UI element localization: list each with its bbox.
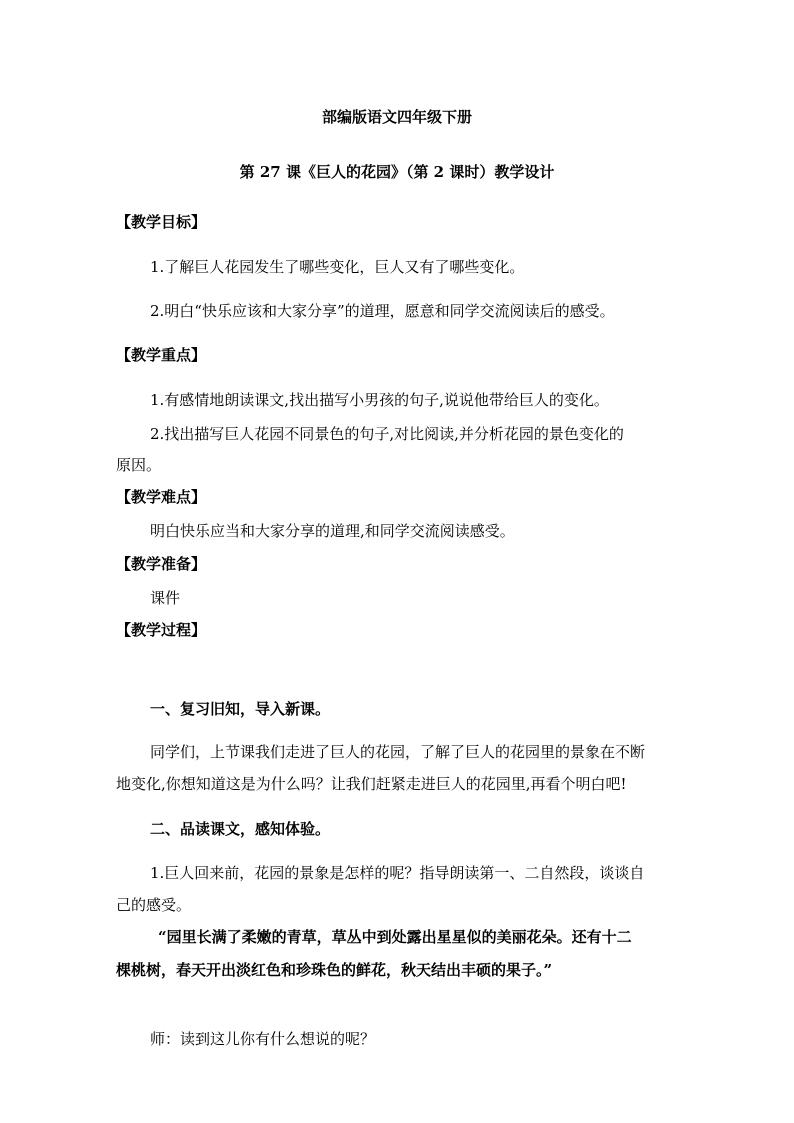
- key-point-item-continued: 原因。: [116, 456, 162, 474]
- section1-title: 一、复习旧知，导入新课。: [150, 700, 331, 718]
- objective-item: 1.了解巨人花园发生了哪些变化，巨人又有了哪些变化。: [150, 258, 525, 276]
- difficulty-heading: 【教学难点】: [116, 488, 207, 506]
- key-point-item: 1.有感情地朗读课文,找出描写小男孩的句子,说说他带给巨人的变化。: [150, 391, 609, 409]
- preparation-heading: 【教学准备】: [116, 555, 207, 573]
- key-point-item: 2.找出描写巨人花园不同景色的句子,对比阅读,并分析花园的景色变化的: [150, 425, 624, 443]
- objective-item: 2.明白“快乐应该和大家分享”的道理，愿意和同学交流阅读后的感受。: [150, 302, 615, 320]
- key-points-heading: 【教学重点】: [116, 346, 207, 364]
- section2-title: 二、品读课文，感知体验。: [150, 820, 331, 838]
- process-heading: 【教学过程】: [116, 621, 207, 639]
- teacher-question: 师：读到这儿你有什么想说的呢？: [150, 1030, 376, 1048]
- quote-line: 棵桃树，春天开出淡红色和珍珠色的鲜花，秋天结出丰硕的果子。”: [116, 961, 553, 979]
- section2-text-line: 1.巨人回来前，花园的景象是怎样的呢？指导朗读第一、二自然段，谈谈自: [150, 864, 645, 882]
- section1-text-line: 同学们，上节课我们走进了巨人的花园，了解了巨人的花园里的景象在不断: [150, 743, 646, 761]
- difficulty-text: 明白快乐应当和大家分享的道理,和同学交流阅读感受。: [150, 522, 515, 540]
- document-title: 部编版语文四年级下册: [321, 108, 472, 126]
- quote-line: “园里长满了柔嫩的青草，草丛中到处露出星星似的美丽花朵。还有十二: [158, 928, 632, 946]
- preparation-text: 课件: [150, 589, 181, 607]
- section1-text-line: 地变化,你想知道这是为什么吗？让我们赶紧走进巨人的花园里,再看个明白吧!: [116, 775, 627, 793]
- objectives-heading: 【教学目标】: [116, 213, 207, 231]
- document-subtitle: 第 27 课《巨人的花园》（第 2 课时）教学设计: [239, 163, 555, 181]
- section2-text-line: 己的感受。: [116, 896, 192, 914]
